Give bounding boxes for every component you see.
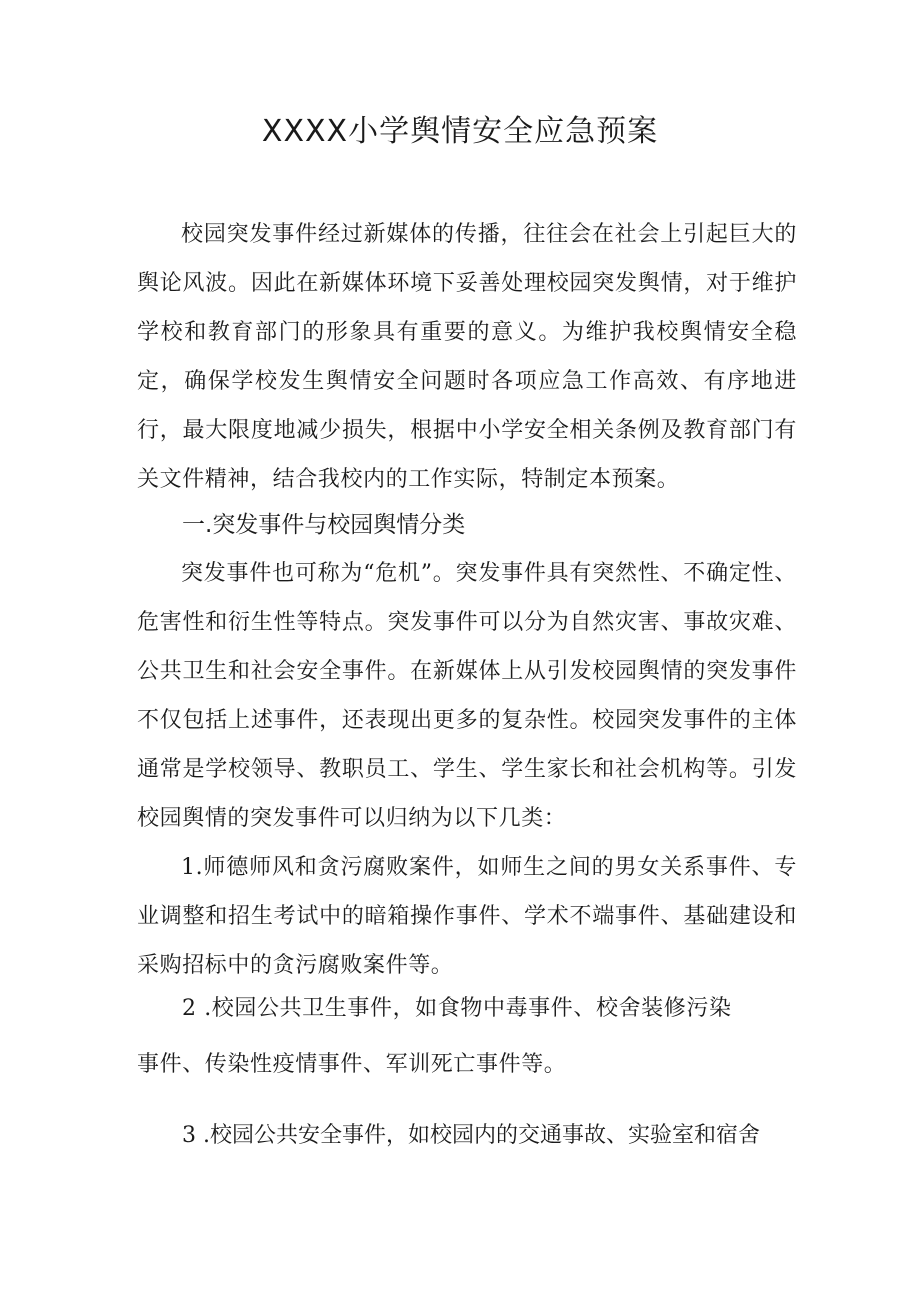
- list-item-2-line-2: 事件、传染性疫情事件、军训死亡事件等。: [137, 1052, 567, 1077]
- list-item-1: 1.师德师风和贪污腐败案件，如师生之间的男女关系事件、专业调整和招生考试中的暗箱操作事件、学术不端事件、基础建设和采购招标中的贪污腐败案件等。: [137, 855, 797, 978]
- document-title: XXXX小学舆情安全应急预案: [261, 114, 659, 149]
- list-item-3-line-1: 3 .校园公共安全事件，如校园内的交通事故、实验室和宿舍: [182, 1123, 760, 1148]
- section-heading-1: 一.突发事件与校园舆情分类: [182, 512, 466, 538]
- intro-paragraph: 校园突发事件经过新媒体的传播，往往会在社会上引起巨大的舆论风波。因此在新媒体环境下妥善处理校园突发舆情，对于维护学校和教育部门的形象具有重要的意义。为维护我校舆情安全稳定，确保学校发生舆情安全问题时各项应急工作高效、有序地进行，最大限度地减少损失，根据中小学安全相关条例及教育部门有关文件精神，结合我校内的工作实际，特制定本预案。: [137, 222, 797, 492]
- list-item-2-line-1: 2 .校园公共卫生事件，如食物中毒事件、校舍装修污染: [182, 996, 732, 1021]
- section-1-body: 突发事件也可称为“危机”。突发事件具有突然性、不确定性、危害性和衍生性等特点。突发事件可以分为自然灾害、事故灾难、公共卫生和社会安全事件。在新媒体上从引发校园舆情的突发事件不仅包括上述事件，还表现出更多的复杂性。校园突发事件的主体通常是学校领导、教职员工、学生、学生家长和社会机构等。引发校园舆情的突发事件可以归纳为以下几类：: [137, 561, 797, 831]
